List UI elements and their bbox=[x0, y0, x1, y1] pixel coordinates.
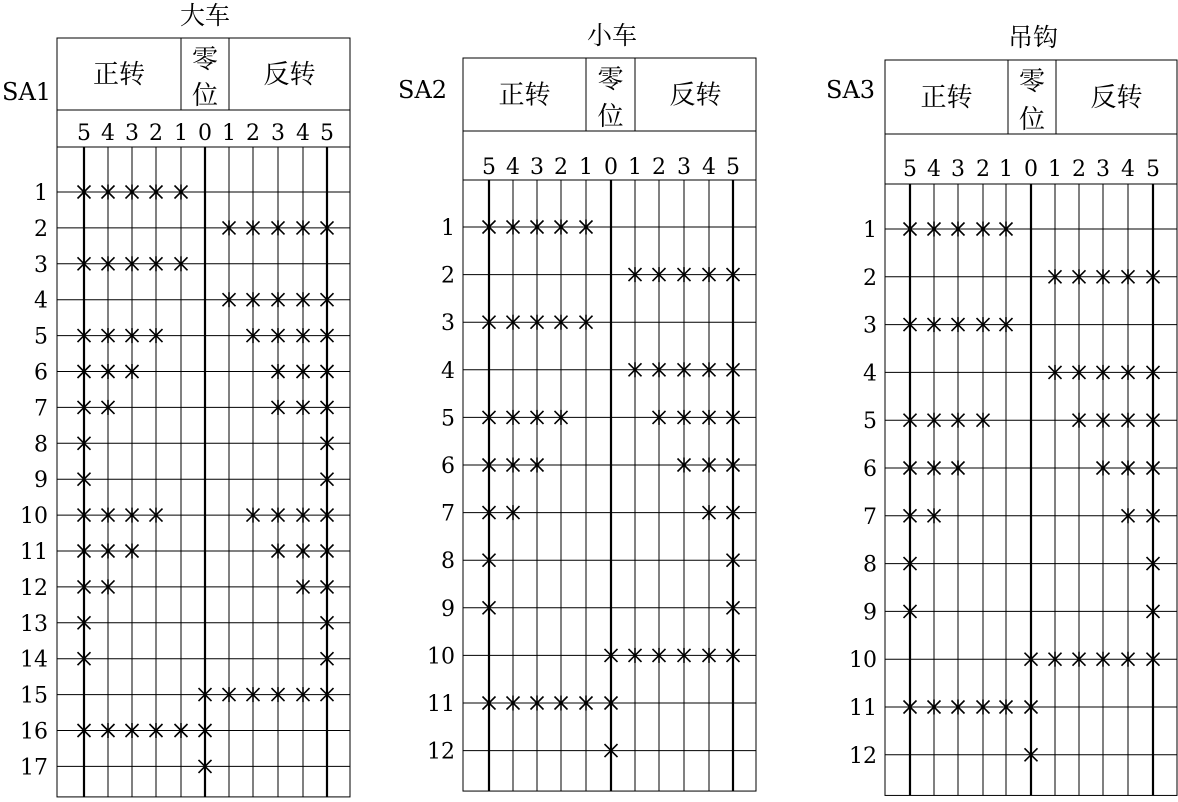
contact-number: 1 bbox=[34, 181, 48, 206]
position-label: 2 bbox=[246, 121, 260, 146]
position-label: 5 bbox=[77, 121, 91, 146]
position-label: 5 bbox=[320, 121, 334, 146]
contact-number: 6 bbox=[863, 457, 877, 482]
contact-number: 8 bbox=[34, 432, 48, 458]
contact-number: 1 bbox=[441, 216, 455, 241]
position-label: 2 bbox=[1072, 157, 1086, 182]
position-label: 0 bbox=[198, 121, 212, 146]
position-label: 4 bbox=[101, 121, 115, 146]
position-label: 1 bbox=[999, 157, 1013, 182]
position-label: 1 bbox=[222, 121, 236, 146]
position-label: 1 bbox=[628, 155, 642, 180]
contact-number: 11 bbox=[849, 696, 877, 721]
switch-label: SA3 bbox=[826, 76, 876, 104]
zero-header: 零 bbox=[597, 65, 624, 95]
position-label: 5 bbox=[726, 155, 740, 180]
contact-table-sa1 bbox=[57, 38, 350, 797]
contact-number: 16 bbox=[20, 719, 48, 745]
position-label: 3 bbox=[271, 121, 285, 146]
position-label: 1 bbox=[579, 155, 593, 180]
switch-label: SA2 bbox=[398, 76, 448, 104]
position-label: 3 bbox=[125, 121, 139, 146]
table-frame bbox=[57, 38, 350, 797]
reverse-header: 反转 bbox=[263, 60, 316, 90]
position-label: 4 bbox=[702, 155, 716, 180]
position-label: 3 bbox=[951, 157, 965, 182]
contact-number: 10 bbox=[849, 648, 877, 674]
contact-number: 5 bbox=[441, 406, 455, 432]
contact-number: 3 bbox=[863, 313, 877, 339]
contact-number: 9 bbox=[863, 600, 877, 626]
position-label: 2 bbox=[976, 157, 990, 182]
contact-number: 11 bbox=[427, 692, 455, 717]
position-label: 5 bbox=[903, 157, 917, 182]
contact-number: 12 bbox=[427, 739, 455, 765]
forward-header: 正转 bbox=[498, 80, 551, 111]
zero-header: 位 bbox=[1018, 105, 1046, 135]
zero-header: 位 bbox=[597, 102, 624, 132]
contact-number: 7 bbox=[34, 396, 48, 422]
zero-header: 零 bbox=[1018, 67, 1046, 97]
contact-number: 14 bbox=[20, 647, 48, 673]
contact-number: 13 bbox=[20, 611, 48, 637]
contact-number: 11 bbox=[20, 540, 48, 565]
contact-number: 7 bbox=[863, 504, 877, 530]
contact-number: 6 bbox=[34, 360, 48, 386]
contact-number: 12 bbox=[20, 575, 48, 601]
contact-number: 1 bbox=[863, 218, 877, 243]
contact-number: 10 bbox=[427, 644, 455, 670]
position-label: 5 bbox=[1146, 157, 1160, 182]
contact-number: 6 bbox=[441, 454, 455, 479]
zero-header: 位 bbox=[191, 81, 219, 111]
position-label: 1 bbox=[1048, 157, 1062, 182]
contact-number: 8 bbox=[863, 552, 877, 578]
contact-number: 8 bbox=[441, 549, 455, 575]
contact-number: 2 bbox=[34, 216, 48, 242]
position-label: 2 bbox=[554, 155, 568, 180]
reverse-header: 反转 bbox=[669, 80, 722, 111]
position-label: 2 bbox=[149, 121, 163, 146]
position-label: 3 bbox=[1096, 157, 1110, 182]
contact-number: 7 bbox=[441, 501, 455, 527]
forward-header: 正转 bbox=[920, 83, 973, 113]
contact-number: 15 bbox=[20, 683, 48, 709]
position-label: 0 bbox=[1024, 157, 1038, 182]
position-label: 4 bbox=[506, 155, 520, 180]
contact-number: 4 bbox=[34, 288, 48, 314]
position-label: 1 bbox=[174, 121, 188, 146]
table-title: 大车 bbox=[179, 1, 231, 30]
switch-label: SA1 bbox=[2, 78, 52, 106]
table-title: 小车 bbox=[586, 21, 638, 50]
contact-number: 3 bbox=[441, 311, 455, 337]
forward-header: 正转 bbox=[92, 60, 146, 90]
contact-number: 10 bbox=[20, 504, 48, 530]
contact-number: 5 bbox=[863, 409, 877, 435]
position-label: 3 bbox=[530, 155, 544, 180]
contact-number: 9 bbox=[441, 596, 455, 622]
position-label: 5 bbox=[482, 155, 496, 180]
contact-number: 4 bbox=[441, 358, 455, 384]
contact-number: 17 bbox=[20, 755, 48, 781]
contact-number: 2 bbox=[863, 265, 877, 291]
reverse-header: 反转 bbox=[1090, 83, 1143, 113]
contact-number: 5 bbox=[34, 324, 48, 350]
position-label: 4 bbox=[927, 157, 941, 182]
contact-number: 9 bbox=[34, 468, 48, 494]
table-title: 吊钩 bbox=[1007, 23, 1059, 52]
position-label: 2 bbox=[652, 155, 666, 180]
contact-number: 2 bbox=[441, 263, 455, 289]
position-label: 4 bbox=[296, 121, 310, 146]
contact-number: 4 bbox=[863, 361, 877, 387]
contact-number: 3 bbox=[34, 252, 48, 278]
zero-header: 零 bbox=[191, 45, 219, 75]
position-label: 3 bbox=[677, 155, 691, 180]
position-label: 0 bbox=[604, 155, 618, 180]
contact-number: 12 bbox=[849, 743, 877, 769]
position-label: 4 bbox=[1121, 157, 1135, 182]
